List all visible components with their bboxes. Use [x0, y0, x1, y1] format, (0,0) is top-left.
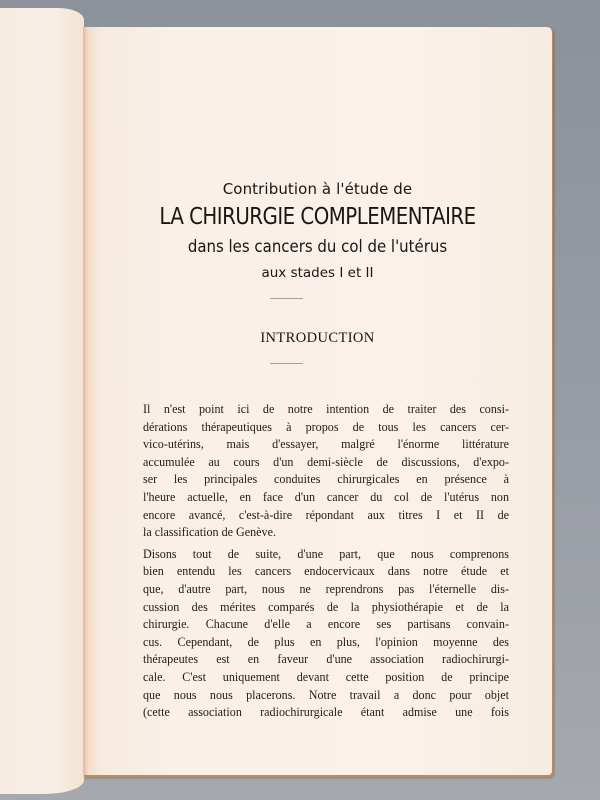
text-line: que nous nous placerons. Notre travail a donc pour objet: [143, 687, 509, 702]
book-gutter: [83, 27, 89, 775]
text-line: l'heure actuelle, en face d'un cancer du col de l'utérus non: [143, 489, 509, 504]
text-line: la classification de Genève.: [143, 525, 276, 540]
title-subtitle: dans les cancers du col de l'utérus: [187, 237, 448, 257]
text-line: ser les principales conduites chirurgicales en présence à: [143, 472, 509, 487]
text-line: cale. C'est uniquement devant cette position de principe: [143, 669, 509, 684]
section-heading: INTRODUCTION: [260, 330, 375, 346]
paragraph-1: [123, 401, 509, 542]
title-intro: Contribution à l'étude de: [222, 180, 413, 198]
title-divider: [270, 298, 303, 299]
right-page: [83, 27, 552, 775]
text-line: cussion des mérites comparés de la physiothérapie et de la: [143, 599, 509, 614]
text-line: encore avancé, c'est-à-dire répondant aux titres I et II de: [143, 507, 509, 522]
section-divider: [270, 363, 303, 364]
page-content: [83, 27, 552, 775]
text-line: vico-utérins, mais d'essayer, malgré l'énorme littérature: [143, 437, 509, 452]
text-line: chirurgie. Chacune d'elle a encore ses partisans convain-: [143, 617, 509, 632]
text-line: cus. Cependant, de plus en plus, l'opinion moyenne des: [143, 634, 509, 649]
text-line: dérations thérapeutiques à propos de tous les cancers cer-: [143, 419, 509, 434]
text-line: accumulée au cours d'un demi-siècle de discussions, d'expo-: [143, 454, 509, 469]
title-main: LA CHIRURGIE COMPLEMENTAIRE: [159, 204, 476, 230]
text-line: (cette association radiochirurgicale étant admise une fois: [143, 705, 509, 720]
text-line: Disons tout de suite, d'une part, que nous comprenons: [143, 546, 509, 561]
text-line: Il n'est point ici de notre intention de traiter des consi-: [143, 402, 509, 416]
paragraph-2: [123, 546, 509, 722]
left-page: [0, 8, 84, 794]
text-line: que, d'autre part, nous ne reprendrons pas l'éternelle dis-: [143, 581, 509, 596]
title-stages: aux stades I et II: [261, 265, 374, 281]
text-line: thérapeutes est en faveur d'une association radiochirurgi-: [143, 652, 509, 667]
body-text: [123, 401, 509, 726]
text-line: bien entendu les cancers endocervicaux dans notre étude et: [143, 564, 509, 579]
